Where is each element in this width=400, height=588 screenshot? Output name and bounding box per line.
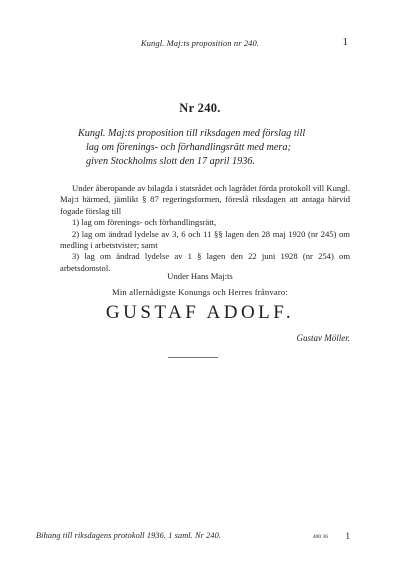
body-text xyxy=(60,183,350,274)
closing-line: Min allernådigste Konungs och Herres frånvaro: xyxy=(111,287,288,297)
running-title: Kungl. Maj:ts proposition nr 240. xyxy=(140,38,260,48)
footer-page-number: 1 xyxy=(345,531,350,541)
heading-line: Kungl. Maj:ts proposition till riksdagen med förslag till xyxy=(78,128,306,139)
body-paragraph: 2) lag om ändrad lydelse av 3, 6 och 11 §§ lagen den 28 maj 1920 (nr 245) om medling i arbetstvister; samt xyxy=(60,228,350,251)
body-paragraph: 3) lag om ändrad lydelse av 1 § lagen den 22 juni 1928 (nr 254) om arbetsdomstol. xyxy=(60,251,350,273)
closing-line: Under Hans Maj:ts xyxy=(167,271,233,281)
heading-line: lag om förenings- och förhandlingsrätt med mera; xyxy=(86,142,291,153)
royal-signature: GUSTAF ADOLF. xyxy=(105,302,295,323)
body-paragraph: Under åberopande av bilagda i statsrådet och lagrådet förda protokoll vill Kungl. Maj:t härmed, jämlikt § 87 regeringsformen, föreslå riksdagen att antaga härvid fogade förslag till xyxy=(60,183,350,216)
document-heading xyxy=(78,127,358,169)
heading-line: given Stockholms slott den 17 april 1936. xyxy=(86,156,255,167)
footer-text: Bihang till riksdagens protokoll 1936. 1 saml. Nr 240. xyxy=(36,531,222,540)
document-number: Nr 240. xyxy=(179,101,221,115)
page-number: 1 xyxy=(342,36,348,48)
divider xyxy=(168,357,218,358)
body-paragraph: 1) lag om förenings- och förhandlingsrätt, xyxy=(72,217,217,228)
print-code: 400 36 xyxy=(312,534,328,540)
countersignature: Gustav Möller. xyxy=(296,333,350,343)
